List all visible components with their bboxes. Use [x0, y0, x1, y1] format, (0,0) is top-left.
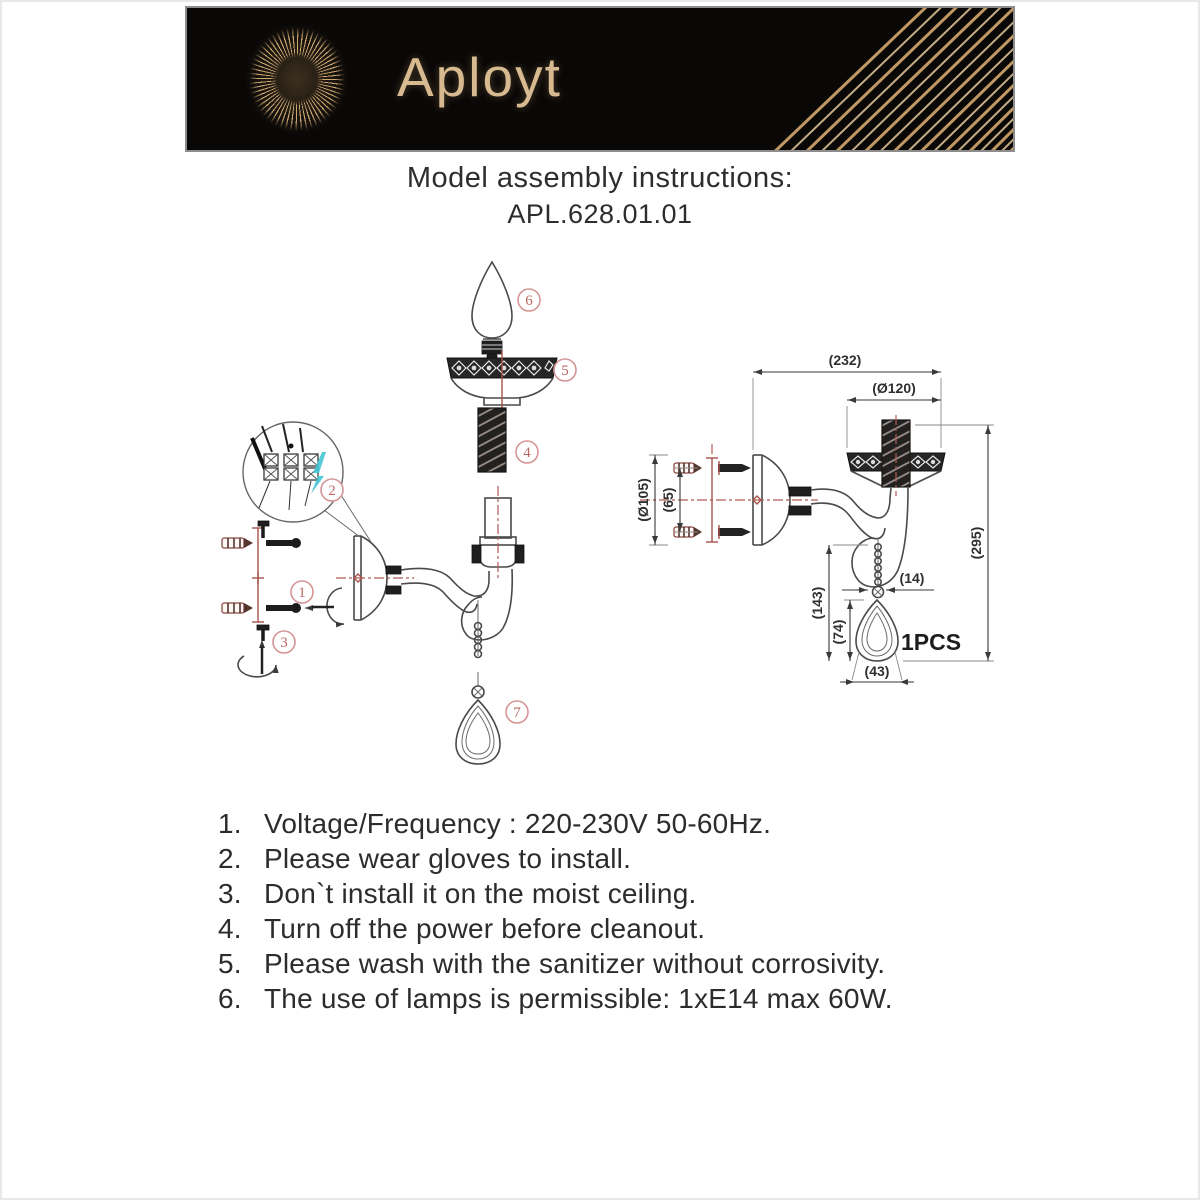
svg-text:2: 2	[328, 483, 336, 499]
model-number: APL.628.01.01	[507, 199, 693, 229]
dim-d120: (Ø120)	[872, 380, 916, 396]
svg-text:5: 5	[561, 363, 569, 379]
dim-65: (65)	[660, 487, 676, 513]
exploded-view	[222, 262, 576, 764]
assembly-diagram	[0, 240, 1200, 810]
instruction-text: Voltage/Frequency : 220-230V 50-60Hz.	[264, 808, 772, 839]
brand-name: Aployt	[397, 46, 562, 108]
svg-text:7: 7	[513, 705, 521, 721]
wall-plate-arm	[336, 536, 512, 658]
quantity-label: 1PCS	[900, 629, 962, 655]
dim-43: (43)	[864, 663, 890, 679]
pendant-part	[456, 672, 500, 764]
svg-text:6: 6	[525, 293, 533, 309]
dim-143: (143)	[809, 586, 825, 620]
part-label-6	[518, 289, 540, 311]
dimensions	[635, 352, 994, 682]
part-label-2	[321, 479, 343, 501]
instructions-list	[218, 806, 998, 1016]
instruction-text: Turn off the power before cleanout.	[264, 913, 706, 944]
part-label-3	[273, 631, 295, 653]
dim-74: (74)	[830, 619, 846, 645]
brand-banner	[185, 6, 1015, 152]
dimensioned-view	[635, 352, 994, 682]
part-label-4	[516, 441, 538, 463]
instruction-item-5	[218, 946, 998, 981]
instruction-number: 3.	[218, 878, 242, 909]
svg-text:1: 1	[298, 585, 306, 601]
instruction-number: 2.	[218, 843, 242, 874]
instruction-item-3	[218, 876, 998, 911]
instruction-item-6	[218, 981, 998, 1016]
shade-part	[447, 350, 557, 412]
instruction-text: The use of lamps is permissible: 1xE14 max 60W.	[264, 983, 893, 1014]
instruction-item-2	[218, 841, 998, 876]
decorative-rays	[187, 8, 1015, 152]
title-block	[0, 162, 1200, 230]
instruction-number: 6.	[218, 983, 242, 1014]
candle-socket	[472, 486, 524, 580]
instruction-item-4	[218, 911, 998, 946]
dim-d105: (Ø105)	[635, 478, 651, 522]
part-label-5	[554, 359, 576, 381]
dim-14: (14)	[899, 570, 925, 586]
instruction-number: 1.	[218, 808, 242, 839]
part-label-1	[291, 581, 313, 603]
bulb-part	[472, 262, 512, 359]
svg-text:3: 3	[280, 635, 288, 651]
instruction-number: 4.	[218, 913, 242, 944]
instruction-item-1	[218, 806, 998, 841]
instruction-text: Don`t install it on the moist ceiling.	[264, 878, 697, 909]
instruction-number: 5.	[218, 948, 242, 979]
dim-295: (295)	[968, 526, 984, 560]
svg-text:4: 4	[523, 445, 531, 461]
sleeve-part	[478, 408, 506, 472]
instruction-text: Please wash with the sanitizer without corrosivity.	[264, 948, 886, 979]
dim-232: (232)	[828, 352, 862, 368]
part-label-7	[506, 701, 528, 723]
page-title: Model assembly instructions:	[406, 162, 794, 194]
instruction-text: Please wear gloves to install.	[264, 843, 632, 874]
bracket-side-view	[674, 444, 751, 542]
